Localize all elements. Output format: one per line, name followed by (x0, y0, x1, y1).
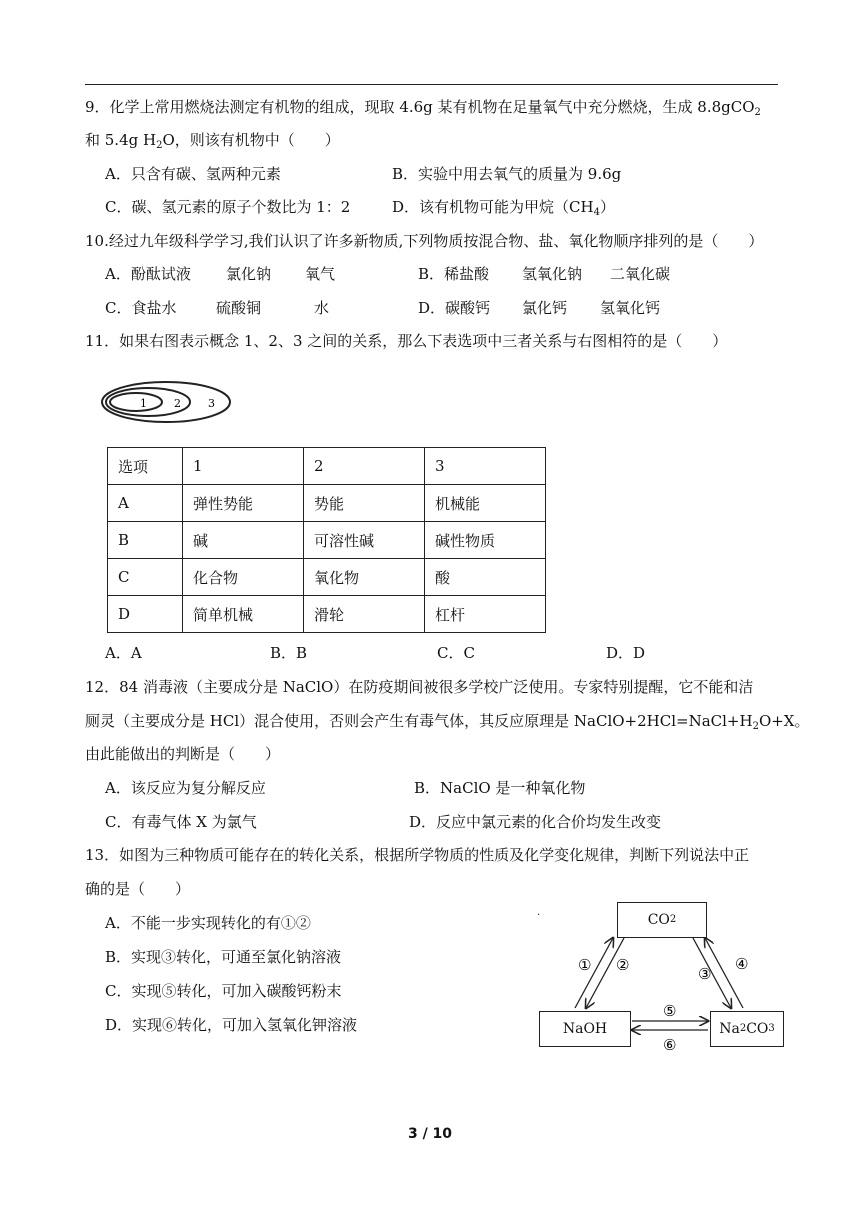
table-header-cell: 选项 (108, 448, 183, 485)
table-cell: 弹性势能 (183, 485, 304, 522)
q10-option-a-2: 氯化钠 (226, 265, 272, 283)
table-row (108, 559, 546, 596)
ellipse-label-1: 1 (140, 397, 147, 410)
q10-option-d-2: 氯化钙 (522, 299, 568, 317)
arrow-label-2: ② (616, 956, 630, 974)
q9-option-b: B．实验中用去氧气的质量为 9.6g (392, 165, 622, 183)
q12-stem-line3: 由此能做出的判断是（ ） (85, 745, 281, 763)
table-cell: A (108, 485, 183, 522)
table-cell: 机械能 (425, 485, 546, 522)
q13-option-d: D．实现⑥转化，可加入氢氧化钾溶液 (105, 1016, 358, 1034)
q12-option-d: D．反应中氯元素的化合价均发生改变 (409, 813, 662, 831)
q10-option-c-3: 水 (314, 299, 330, 317)
q12-option-b: B．NaClO 是一种氧化物 (414, 779, 586, 797)
table-cell: 碱 (183, 522, 304, 559)
table-cell: 可溶性碱 (304, 522, 425, 559)
q11-options-table (107, 447, 546, 633)
table-cell: 简单机械 (183, 596, 304, 633)
concept-ellipse-diagram (100, 378, 236, 426)
arrow-label-1: ① (578, 956, 592, 974)
header-rule (85, 84, 778, 85)
naoh-box: NaOH (539, 1011, 631, 1047)
q10-option-b-1: B．稀盐酸 (418, 265, 490, 283)
table-header-cell: 3 (425, 448, 546, 485)
q10-option-b-3: 二氧化碳 (610, 265, 671, 283)
table-cell: C (108, 559, 183, 596)
q13-option-c: C．实现⑤转化，可加入碳酸钙粉末 (105, 982, 342, 1000)
table-cell: D (108, 596, 183, 633)
q10-option-c-1: C．食盐水 (105, 299, 177, 317)
q11-answer-a: A．A (105, 644, 142, 662)
table-row (108, 596, 546, 633)
table-cell: 化合物 (183, 559, 304, 596)
table-row (108, 485, 546, 522)
q10-option-a-1: A．酚酞试液 (105, 265, 191, 283)
co2-box: CO 2 (617, 902, 707, 938)
ellipse-1 (110, 393, 162, 411)
q9-option-c: C．碳、氢元素的原子个数比为 1：2 (105, 198, 351, 216)
q9-option-a: A．只含有碳、氢两种元素 (105, 165, 281, 183)
q13-option-a: A．不能一步实现转化的有①② (105, 914, 311, 932)
table-header-cell: 1 (183, 448, 304, 485)
q10-option-d-3: 氢氧化钙 (600, 299, 661, 317)
q12-stem-line2: 厕灵（主要成分是 HCl）混合使用，否则会产生有毒气体，其反应原理是 $NaClO+2HCl=NaCl+H_2O+X$。 (85, 712, 810, 732)
q9-stem-line1: 9．化学上常用燃烧法测定有机物的组成，现取 4.6g 某有机物在足量氧气中充分燃烧，生成 8.8gCO$_2$ (85, 98, 761, 118)
arrow-label-6: ⑥ (663, 1036, 677, 1054)
ellipse-label-2: 2 (174, 397, 181, 410)
q11-stem: 11．如果右图表示概念 1、2、3 之间的关系，那么下表选项中三者关系与右图相符的是（ ） (85, 332, 728, 350)
table-header-row (108, 448, 546, 485)
q10-stem: 10.经过九年级科学学习,我们认识了许多新物质,下列物质按混合物、盐、氧化物顺序排列的是（ ） (85, 232, 764, 250)
table-cell: 氧化物 (304, 559, 425, 596)
q10-option-b-2: 氢氧化钠 (522, 265, 583, 283)
arrow-label-4: ④ (735, 955, 749, 973)
table-cell: B (108, 522, 183, 559)
q11-answer-d: D．D (606, 644, 646, 662)
table-row (108, 522, 546, 559)
q11-answer-b: B．B (270, 644, 308, 662)
diagram-stray-dot: . (537, 907, 541, 918)
table-cell: 杠杆 (425, 596, 546, 633)
q13-stem-line1: 13．如图为三种物质可能存在的转化关系，根据所学物质的性质及化学变化规律，判断下列说法中正 (85, 846, 750, 864)
arrow-label-5: ⑤ (663, 1002, 677, 1020)
q12-option-a: A．该反应为复分解反应 (105, 779, 266, 797)
q10-option-c-2: 硫酸铜 (216, 299, 262, 317)
q9-stem-line2: 和 5.4g $H_2O$，则该有机物中（ ） (85, 131, 340, 151)
q10-option-d-1: D．碳酸钙 (418, 299, 491, 317)
q13-stem-line2: 确的是（ ） (85, 880, 191, 898)
q13-option-b: B．实现③转化，可通至氯化钠溶液 (105, 948, 342, 966)
q9-option-d: D．该有机物可能为甲烷$(CH_4)$ (392, 198, 615, 218)
q12-option-c: C．有毒气体 X 为氯气 (105, 813, 257, 831)
table-cell: 势能 (304, 485, 425, 522)
q12-stem-line1: 12．84 消毒液（主要成分是 NaClO）在防疫期间被很多学校广泛使用。专家特别提醒，它不能和洁 (85, 678, 754, 696)
na2co3-box: Na 2 CO 3 (710, 1011, 784, 1047)
table-cell: 酸 (425, 559, 546, 596)
q11-answer-c: C．C (437, 644, 475, 662)
table-header-cell: 2 (304, 448, 425, 485)
page-number: 3 / 10 (407, 1126, 453, 1142)
ellipse-label-3: 3 (208, 397, 215, 410)
q10-option-a-3: 氧气 (305, 265, 336, 283)
arrow-label-3: ③ (698, 965, 712, 983)
table-cell: 滑轮 (304, 596, 425, 633)
table-cell: 碱性物质 (425, 522, 546, 559)
